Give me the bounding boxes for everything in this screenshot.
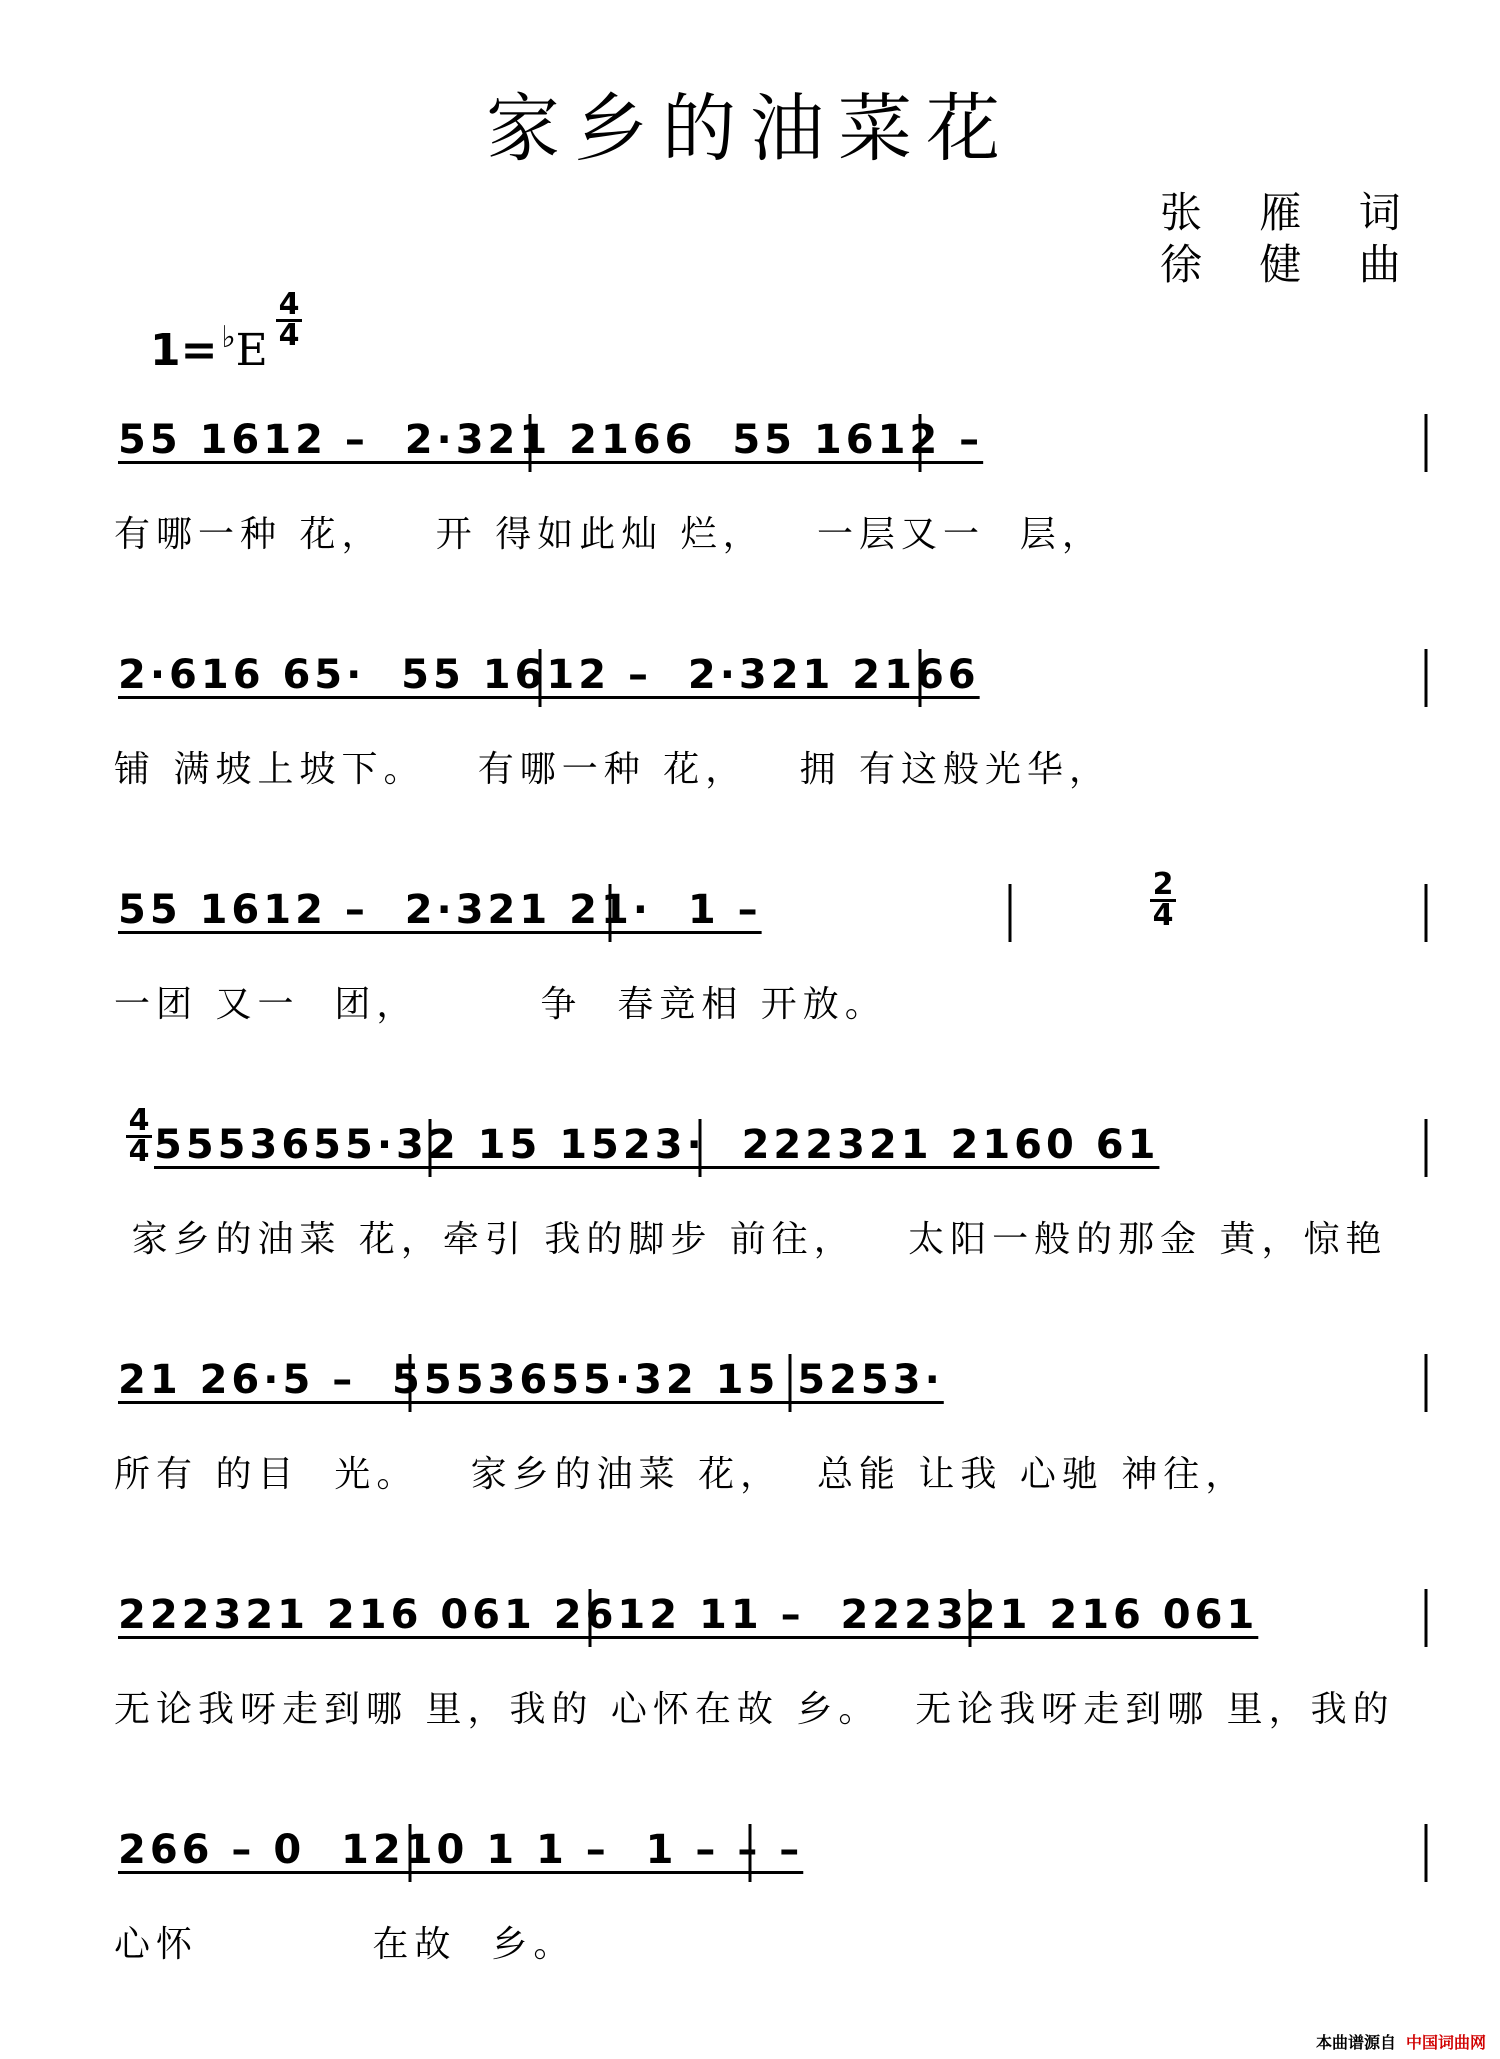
score-system-4	[110, 1115, 1430, 1285]
key-prefix: 1=	[150, 325, 218, 376]
lyrics-line: 铺 满坡上坡下。 有哪一种 花， 拥 有这般光华，	[114, 749, 1111, 790]
notes-line: 55 1612 – 2·321 2166 55 1612 –	[118, 417, 984, 463]
notes-line: 21 26·5 – 5553655·32 15 5253·	[118, 1357, 944, 1403]
time-bottom: 4	[278, 318, 300, 353]
notes-line: 55 1612 – 2·321 21· 1 –	[118, 887, 762, 933]
footer-site-link[interactable]: 中国词曲网	[1405, 2033, 1486, 2052]
lyrics-line: 有哪一种 花， 开 得如此灿 烂， 一层又一 层，	[114, 514, 1104, 555]
time-top: 2	[1152, 867, 1174, 902]
page-title: 家乡的油菜花	[486, 86, 1014, 172]
lyrics-line: 心怀 在故 乡。	[114, 1924, 576, 1965]
footer-source: 本曲谱源自	[1315, 2033, 1396, 2052]
lyricist: 张 雁 词	[1160, 188, 1423, 237]
composer: 徐 健 曲	[1160, 240, 1423, 289]
score-system-5	[110, 1350, 1430, 1520]
notes-line: 266 – 0 1210 1 1 – 1 – – –	[118, 1827, 804, 1873]
score-system-3	[110, 880, 1430, 1050]
notes-line: 222321 216 061 2612 11 – 222321 216 061	[118, 1592, 1259, 1638]
key-signature	[150, 320, 268, 376]
notes-line: 5553655·32 15 1523· 222321 2160 61	[154, 1122, 1160, 1168]
time-top: 4	[128, 1103, 150, 1138]
flat-icon: ♭	[221, 320, 236, 355]
key-note: E	[235, 325, 268, 376]
score-system-1	[110, 410, 1430, 580]
time-bottom: 4	[128, 1134, 150, 1169]
time-bottom: 4	[1152, 898, 1174, 933]
source-footer	[1316, 2030, 1486, 2053]
lyrics-line: 无论我呀走到哪 里，我的 心怀在故 乡。 无论我呀走到哪 里，我的	[114, 1689, 1395, 1730]
score-system-6	[110, 1585, 1430, 1755]
notes-line: 2·616 65· 55 1612 – 2·321 2166	[118, 652, 980, 698]
lyrics-line: 所有 的目 光。 家乡的油菜 花， 总能 让我 心驰 神往，	[114, 1454, 1248, 1495]
score-system-7	[110, 1820, 1430, 1990]
lyrics-line: 一团 又一 团， 争 春竞相 开放。	[114, 984, 887, 1025]
time-top: 4	[278, 287, 300, 322]
score-system-2	[110, 645, 1430, 815]
lyrics-line: 家乡的油菜 花，牵引 我的脚步 前往， 太阳一般的那金 黄，惊艳	[114, 1219, 1388, 1260]
time-signature-start	[276, 287, 302, 353]
